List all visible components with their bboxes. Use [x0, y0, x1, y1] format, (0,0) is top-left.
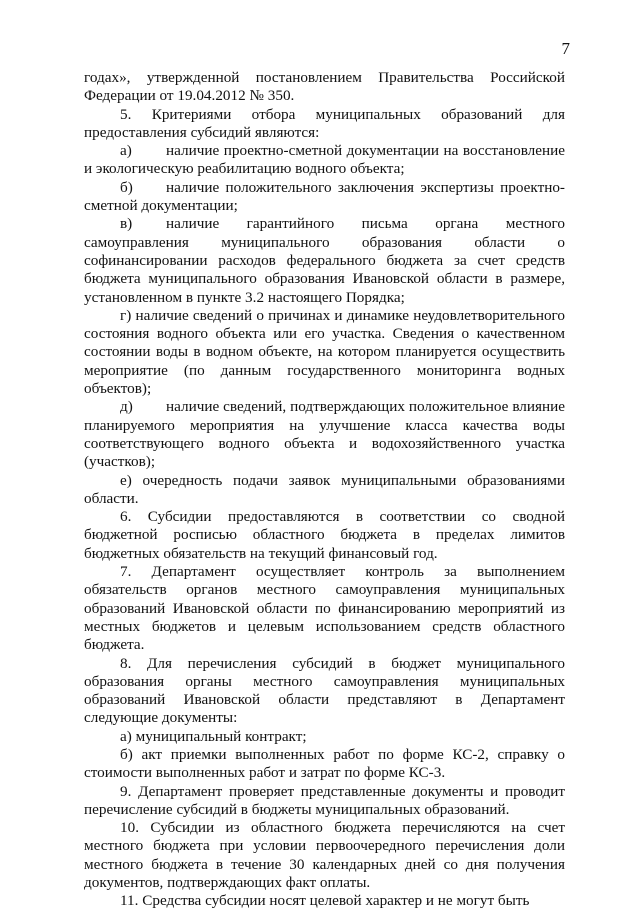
- document-list-item-a: а) муниципальный контракт;: [120, 727, 307, 745]
- list-item-text: наличие положительного заключения экспертизы проектно-сметной документации;: [84, 178, 565, 215]
- list-item-text: наличие проектно-сметной документации на восстановление и экологическую реабилитацию водного объекта;: [84, 142, 565, 178]
- paragraph-6: 6. Субсидии предоставляются в соответствии со сводной бюджетной росписью областного бюджета в пределах лимитов бюджетных обязательств на текущий финансовый год.: [84, 508, 565, 562]
- list-item-g: г) наличие сведений о причинах и динамике неудовлетворительного состояния водного объекта или его участка. Сведения о качественном состоянии воды в водном объекте, на котором планируется осуществить мероприятие (по данным государственного мониторинга водных объектов);: [84, 306, 565, 398]
- list-item-text: наличие сведений, подтверждающих положительное влияние планируемого мероприятия на улучшение класса качества воды соответствующего водного объекта и водохозяйственного участка (участков);: [84, 398, 565, 471]
- document-body: [84, 69, 565, 911]
- list-item-d: [84, 398, 565, 471]
- paragraph-8: 8. Для перечисления субсидий в бюджет муниципального образования органы местного самоуправления муниципальных образований Ивановской области представляют в Департамент следующие документы:: [84, 654, 565, 727]
- list-marker: б): [120, 178, 133, 196]
- document-list-item-b: б) акт приемки выполненных работ по форме КС-2, справку о стоимости выполненных работ и затрат по форме КС-3.: [84, 745, 565, 782]
- list-marker: а): [120, 142, 132, 160]
- paragraph-11: 11. Средства субсидии носят целевой характер и не могут быть: [120, 892, 530, 910]
- paragraph-9: 9. Департамент проверяет представленные документы и проводит перечисление субсидий в бюджеты муниципальных образований.: [84, 782, 565, 818]
- page-number: 7: [561, 39, 570, 58]
- list-item-v: [84, 215, 565, 306]
- list-item-a: [84, 142, 565, 179]
- paragraph-continuation: годах», утвержденной постановлением Правительства Российской Федерации от 19.04.2012 № 350.: [84, 69, 565, 105]
- list-marker: в): [120, 215, 133, 233]
- paragraph-7: 7. Департамент осуществляет контроль за выполнением обязательств органов местного самоуправления муниципальных образований Ивановской области по финансированию мероприятий из местных бюджетов и целевым использованием средств областного бюджета.: [84, 563, 565, 654]
- list-item-b: [84, 179, 565, 216]
- paragraph-5: 5. Критериями отбора муниципальных образований для предоставления субсидий являются:: [84, 105, 565, 141]
- list-item-text: наличие гарантийного письма органа местного самоуправления муниципального образования области о софинансировании расходов федерального бюджета за счет средств бюджета муниципального образования Ивановской области в размере, установленном в пункте 3.2 настоящего Порядка;: [84, 215, 565, 306]
- list-item-e: е) очередность подачи заявок муниципальными образованиями области.: [84, 471, 565, 507]
- paragraph-10: 10. Субсидии из областного бюджета перечисляются на счет местного бюджета при условии первоочередного перечисления доли местного бюджета в течение 30 календарных дней со дня получения документов, подтверждающих факт оплаты.: [84, 819, 565, 892]
- list-marker: д): [120, 398, 133, 416]
